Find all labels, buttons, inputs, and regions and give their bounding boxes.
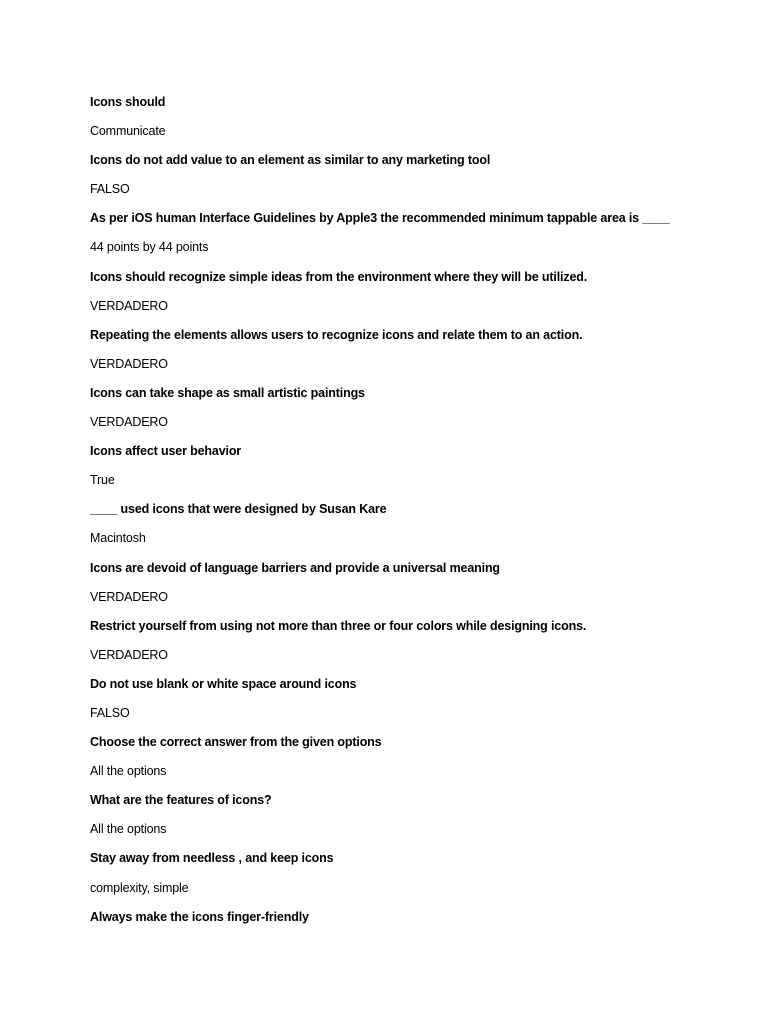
question-text: Do not use blank or white space around icons bbox=[90, 676, 357, 691]
question-text: Icons should recognize simple ideas from the environment where they will be utilized. bbox=[90, 269, 588, 284]
answer-text: FALSO bbox=[90, 182, 130, 197]
question-text: Icons can take shape as small artistic paintings bbox=[90, 385, 365, 400]
question-text: Icons affect user behavior bbox=[90, 444, 242, 459]
answer-text: All the options bbox=[90, 764, 167, 779]
question-text: Restrict yourself from using not more than three or four colors while designing icons. bbox=[90, 618, 587, 633]
question-text: As per iOS human Interface Guidelines by Apple3 the recommended minimum tappable area is ____ bbox=[90, 211, 670, 226]
question-text: Icons should bbox=[90, 95, 166, 109]
answer-text: 44 points by 44 points bbox=[90, 240, 209, 255]
answer-text: FALSO bbox=[90, 705, 130, 720]
question-text: Repeating the elements allows users to recognize icons and relate them to an action. bbox=[90, 327, 583, 342]
question-text: Choose the correct answer from the given options bbox=[90, 735, 382, 750]
answer-text: All the options bbox=[90, 822, 167, 837]
answer-text: VERDADERO bbox=[90, 415, 168, 430]
answer-text: VERDADERO bbox=[90, 589, 168, 604]
question-text: Stay away from needless , and keep icons bbox=[90, 851, 334, 866]
qa-list bbox=[90, 92, 730, 936]
question-text: ____ used icons that were designed by Susan Kare bbox=[90, 502, 387, 517]
answer-text: Macintosh bbox=[90, 531, 146, 546]
answer-text: VERDADERO bbox=[90, 647, 168, 662]
answer-text: True bbox=[90, 473, 115, 488]
question-text: Always make the icons finger-friendly bbox=[90, 909, 309, 924]
question-text: What are the features of icons? bbox=[90, 793, 272, 808]
question-text: Icons are devoid of language barriers and provide a universal meaning bbox=[90, 560, 500, 575]
answer-text: Communicate bbox=[90, 124, 166, 139]
question-text: Icons do not add value to an element as similar to any marketing tool bbox=[90, 153, 491, 168]
answer-text: VERDADERO bbox=[90, 356, 168, 371]
answer-text: complexity, simple bbox=[90, 880, 189, 895]
answer-text: VERDADERO bbox=[90, 298, 168, 313]
